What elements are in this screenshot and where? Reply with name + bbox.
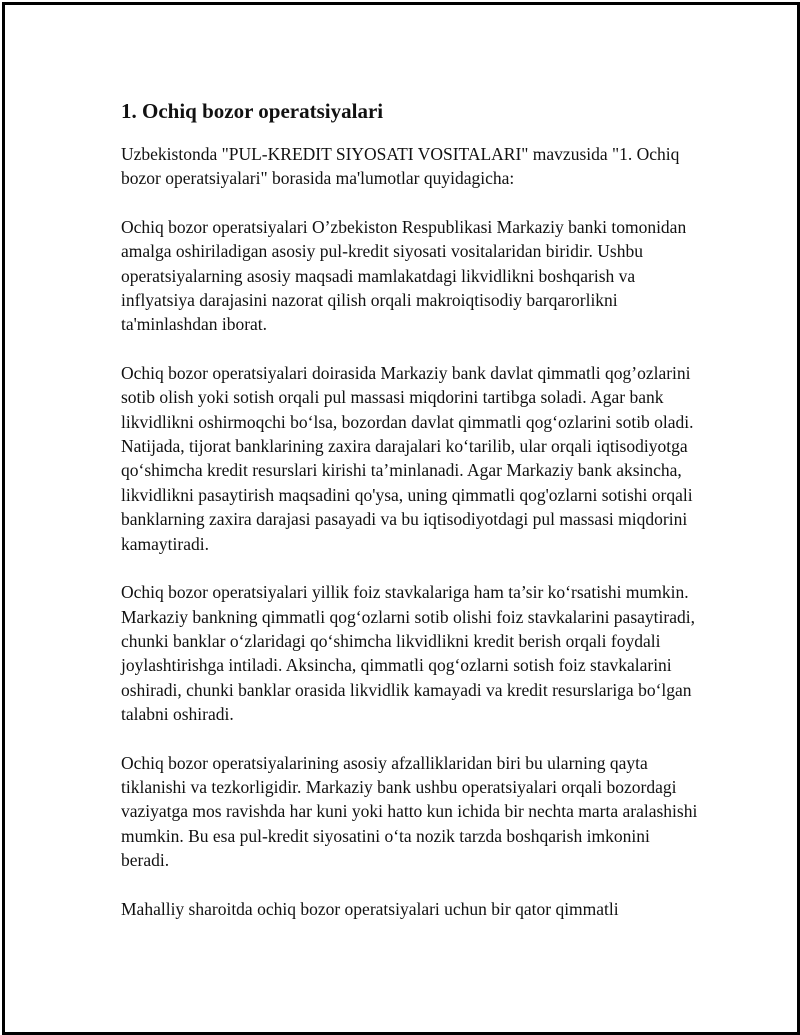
paragraph-local-conditions: Mahalliy sharoitda ochiq bozor operatsiyalari uchun bir qator qimmatli (121, 898, 619, 919)
paragraph-intro: Uzbekistonda "PUL-KREDIT SIYOSATI VOSITALARI" mavzusida "1. Ochiq bozor operatsiyalari" borasida ma'lumotlar quyidagicha: (121, 144, 680, 189)
paragraph-advantages: Ochiq bozor operatsiyalarining asosiy afzalliklaridan biri bu ularning qayta tiklanishi va tezkorligidir. Markaziy bank ushbu operatsiyalari orqali bozordagi vaziyatga mos ravishda har kuni yoki hatto kun ichida bir nechta marta aralashishi mumkin. Bu esa pul-kredit siyosatini o‘ta nozik tarzda boshqarish imkonini beradi. (121, 752, 698, 871)
section-heading: 1. Ochiq bozor operatsiyalari (121, 99, 384, 123)
page-frame (2, 2, 800, 1035)
document-body (121, 98, 701, 945)
paragraph-mechanism: Ochiq bozor operatsiyalari doirasida Markaziy bank davlat qimmatli qog’ozlarini sotib olish yoki sotish orqali pul massasi miqdorini tartibga soladi. Agar bank likvidlikni oshirmoqchi bo‘lsa, bozordan davlat qimmatli qog‘ozlarini sotib oladi. Natijada, tijorat banklarining zaxira darajalari ko‘tarilib, ular orqali iqtisodiyotga qo‘shimcha kredit resurslari kirishi ta’minlanadi. Agar Markaziy bank aksincha, likvidlikni pasaytirish maqsadini qo'ysa, uning qimmatli qog'ozlarni sotishi orqali banklarning zaxira darajasi pasayadi va bu iqtisodiyotdagi pul massasi miqdorini kamaytiradi. (121, 362, 694, 554)
paragraph-definition: Ochiq bozor operatsiyalari O’zbekiston Respublikasi Markaziy banki tomonidan amalga oshiriladigan asosiy pul-kredit siyosati vositalaridan biridir. Ushbu operatsiyalarning asosiy maqsadi mamlakatdagi likvidlikni boshqarish va inflyatsiya darajasini nazorat qilish orqali makroiqtisodiy barqarorlikni ta'minlashdan iborat. (121, 216, 687, 335)
paragraph-interest-rates: Ochiq bozor operatsiyalari yillik foiz stavkalariga ham ta’sir ko‘rsatishi mumkin. Markaziy bankning qimmatli qog‘ozlarni sotib olishi foiz stavkalarini pasaytiradi, chunki banklar o‘zlaridagi qo‘shimcha likvidlikni kredit berish orqali foydali joylashtirishga intiladi. Aksincha, qimmatli qog‘ozlarni sotish foiz stavkalarini oshiradi, chunki banklar orasida likvidlik kamayadi va kredit resurslariga bo‘lgan talabni oshiradi. (121, 582, 695, 725)
